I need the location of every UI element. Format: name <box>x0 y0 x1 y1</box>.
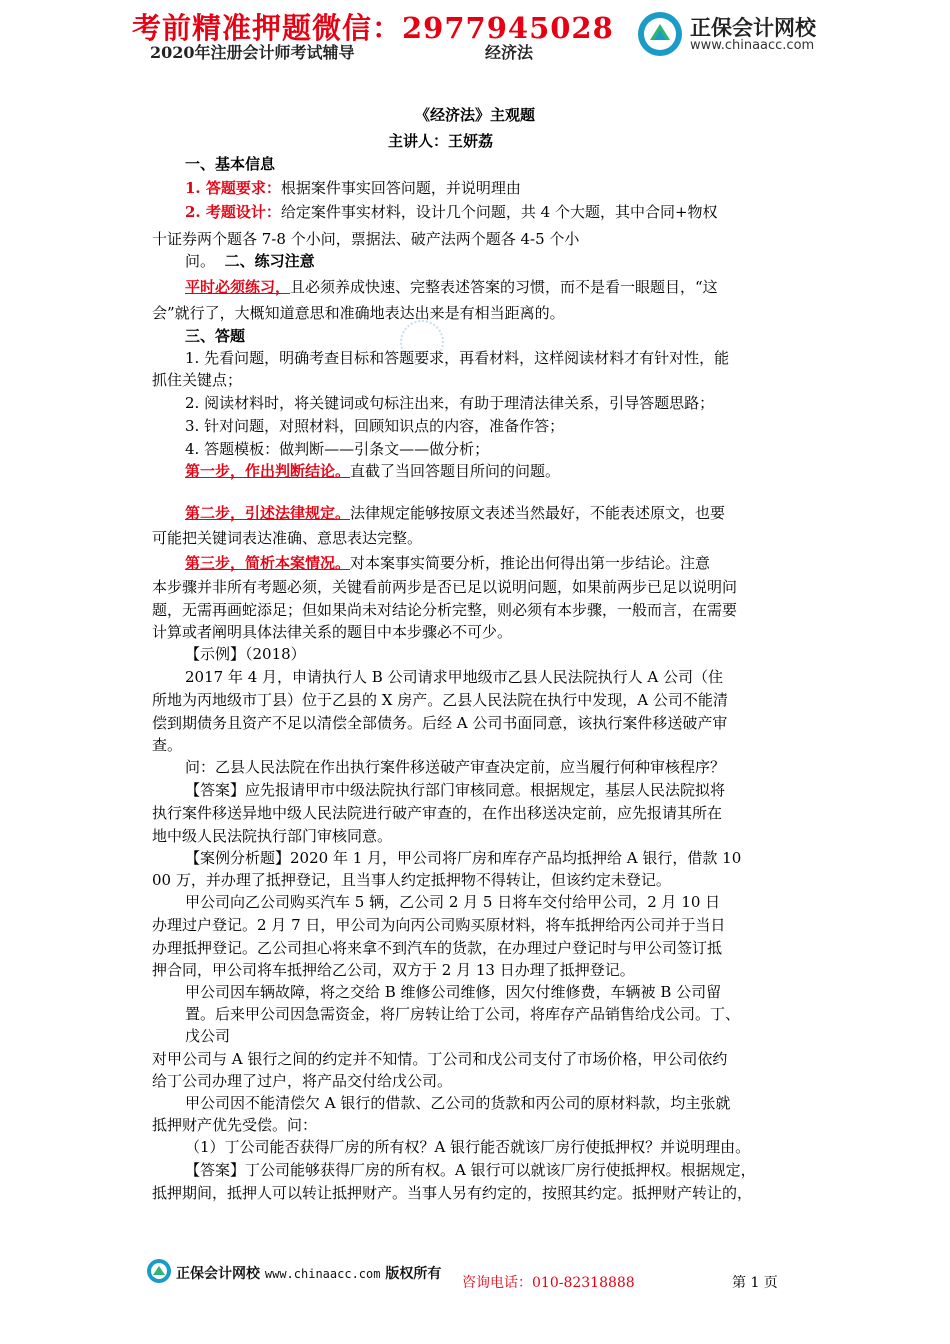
paragraph-line: 2017 年 4 月，申请执行人 B 公司请求甲地级市乙县人民法院执行人 A 公司（住 <box>185 668 723 686</box>
question-design-label: 2. 考题设计： <box>185 203 281 221</box>
paragraph-line: 押合同，甲公司将车抵押给乙公司，双方于 2 月 13 日办理了抵押登记。 <box>152 961 635 979</box>
paragraph-line: 抓住关键点； <box>152 371 243 389</box>
footer-rights: 版权所有 <box>385 1266 442 1282</box>
paragraph-line: 十证券两个题各 7-8 个小问，票据法、破产法两个题各 4-5 个小 <box>152 230 580 248</box>
paragraph-line: 【案例分析题】2020 年 1 月，甲公司将厂房和库存产品均抵押给 A 银行，借款 10 <box>185 849 742 867</box>
paragraph-line: 所地为丙地级市丁县）位于乙县的 X 房产。乙县人民法院在执行中发现，A 公司不能清 <box>152 691 728 709</box>
paragraph-text: 问。 <box>185 252 216 270</box>
paragraph-line: 办理过户登记。2 月 7 日，甲公司为向丙公司购买原材料，将车抵押给丙公司并于当日 <box>152 916 726 934</box>
paragraph-line: 计算或者阐明具体法律关系的题目中本步骤必不可少。 <box>152 623 513 641</box>
footer-url: www.chinaacc.com <box>264 1267 381 1281</box>
paragraph-line: 偿到期债务且资产不足以清偿全部债务。后经 A 公司书面同意，该执行案件移送破产审 <box>152 714 728 732</box>
case-question-1: （1）丁公司能否获得厂房的所有权？A 银行能否就该厂房行使抵押权？并说明理由。 <box>185 1138 751 1156</box>
section-heading-answering: 三、答题 <box>185 327 246 345</box>
section-heading-basic-info: 一、基本信息 <box>185 155 276 173</box>
logo-name: 正保会计网校 <box>690 16 816 40</box>
paragraph-line: 甲公司向乙公司购买汽车 5 辆，乙公司 2 月 5 日将车交付给甲公司，2 月 10 日 <box>185 893 721 911</box>
step3-text: 对本案事实简要分析，推论出何得出第一步结论。注意 <box>350 554 711 572</box>
logo-url: www.chinaacc.com <box>690 38 815 53</box>
ad-banner: 考前精准押题微信：2977945028 <box>132 11 614 45</box>
paragraph-line: 会”就行了，大概知道意思和准确地表达出来是有相当距离的。 <box>152 304 565 322</box>
paragraph-line: 4. 答题模板：做判断——引条文——做分析； <box>185 440 490 458</box>
paragraph-line: 甲公司因不能清偿欠 A 银行的借款、乙公司的货款和丙公司的原材料款，均主张就 <box>185 1094 731 1112</box>
section-heading-practice: 二、练习注意 <box>224 252 315 270</box>
practice-label: 平时必须练习， <box>185 278 291 296</box>
header-subtitle-right: 经济法 <box>485 43 534 62</box>
answer-requirement-line <box>185 177 521 197</box>
author-line: 主讲人：王妍荔 <box>388 132 494 150</box>
paragraph-line: 抵押期间，抵押人可以转让抵押财产。当事人另有约定的，按照其约定。抵押财产转让的， <box>152 1184 753 1202</box>
footer-logo-icon <box>146 1258 172 1284</box>
step2-label: 第二步，引述法律规定。 <box>185 504 351 522</box>
paragraph-line: 地中级人民法院执行部门审核同意。 <box>152 827 393 845</box>
practice-text: 且必须养成快速、完整表述答案的习惯，而不是看一眼题目，“这 <box>290 278 718 296</box>
header-subtitle-left: 2020年注册会计师考试辅导 <box>150 43 355 62</box>
paragraph-line: 置。后来甲公司因急需资金，将厂房转让给丁公司，将库存产品销售给戊公司。丁、 <box>185 1005 741 1023</box>
answer-requirement-label: 1. 答题要求： <box>185 179 281 197</box>
practice-line <box>185 276 718 296</box>
paragraph-line: 3. 针对问题，对照材料，回顾知识点的内容，准备作答； <box>185 417 565 435</box>
paragraph-line: 本步骤并非所有考题必须，关键看前两步是否已足以说明问题，如果前两步已足以说明问 <box>152 578 738 596</box>
step3-label: 第三步，简析本案情况。 <box>185 554 351 572</box>
paragraph-line: 00 万，并办理了抵押登记，且当事人约定抵押物不得转让，但该约定未登记。 <box>152 871 671 889</box>
question-design-line <box>185 201 718 221</box>
paragraph-line: 对甲公司与 A 银行之间的约定并不知情。丁公司和戊公司支付了市场价格，甲公司依约 <box>152 1050 728 1068</box>
step1-label: 第一步，作出判断结论。 <box>185 462 351 480</box>
chinaacc-logo-icon <box>636 10 684 58</box>
step1-text: 直截了当回答题目所问的问题。 <box>350 462 561 480</box>
footer-phone: 咨询电话：010-82318888 <box>462 1275 635 1291</box>
footer-page-number: 第 1 页 <box>732 1275 778 1291</box>
paragraph-line: 甲公司因车辆故障，将之交给 B 维修公司维修，因欠付维修费，车辆被 B 公司留 <box>185 983 722 1001</box>
step3-line <box>185 552 711 572</box>
example-question: 问：乙县人民法院在作出执行案件移送破产审查决定前，应当履行何种审核程序？ <box>185 758 726 776</box>
step2-text: 法律规定能够按原文表述当然最好，不能表述原文，也要 <box>350 504 726 522</box>
paragraph-line: 题，无需再画蛇添足；但如果尚未对结论分析完整，则必须有本步骤，一般而言，在需要 <box>152 601 738 619</box>
paragraph-line: 1. 先看问题，明确考查目标和答题要求，再看材料，这样阅读材料才有针对性，能 <box>185 349 730 367</box>
step1-line <box>185 460 560 482</box>
paragraph-line: 戊公司 <box>185 1027 231 1045</box>
paragraph-line: 【答案】丁公司能够获得厂房的所有权。A 银行可以就该厂房行使抵押权。根据规定， <box>185 1161 756 1179</box>
paragraph-line: 可能把关键词表达准确、意思表达完整。 <box>152 529 423 547</box>
page-title: 《经济法》主观题 <box>414 106 535 124</box>
paragraph-line: 办理抵押登记。乙公司担心将来拿不到汽车的货款，在办理过户登记时与甲公司签订抵 <box>152 939 723 957</box>
paragraph-line <box>185 250 315 272</box>
step2-line <box>185 502 726 522</box>
paragraph-line: 【答案】应先报请甲市中级法院执行部门审核同意。根据规定，基层人民法院拟将 <box>185 781 726 799</box>
example-heading: 【示例】（2018） <box>185 645 306 663</box>
paragraph-line: 2. 阅读材料时，将关键词或句标注出来，有助于理清法律关系，引导答题思路； <box>185 394 715 412</box>
paragraph-line: 执行案件移送异地中级人民法院进行破产审查的，在作出移送决定前，应先报请其所在 <box>152 804 723 822</box>
footer-brand: 正保会计网校 <box>176 1266 260 1282</box>
paragraph-line: 给丁公司办理了过户，将产品交付给戊公司。 <box>152 1072 453 1090</box>
paragraph-line: 查。 <box>152 736 183 754</box>
answer-requirement-text: 根据案件事实回答问题，并说明理由 <box>280 179 521 197</box>
paragraph-line: 抵押财产优先受偿。问： <box>152 1116 318 1134</box>
question-design-text: 给定案件事实材料，设计几个问题，共 4 个大题，其中合同+物权 <box>280 203 718 221</box>
footer-brand-line <box>176 1263 441 1283</box>
